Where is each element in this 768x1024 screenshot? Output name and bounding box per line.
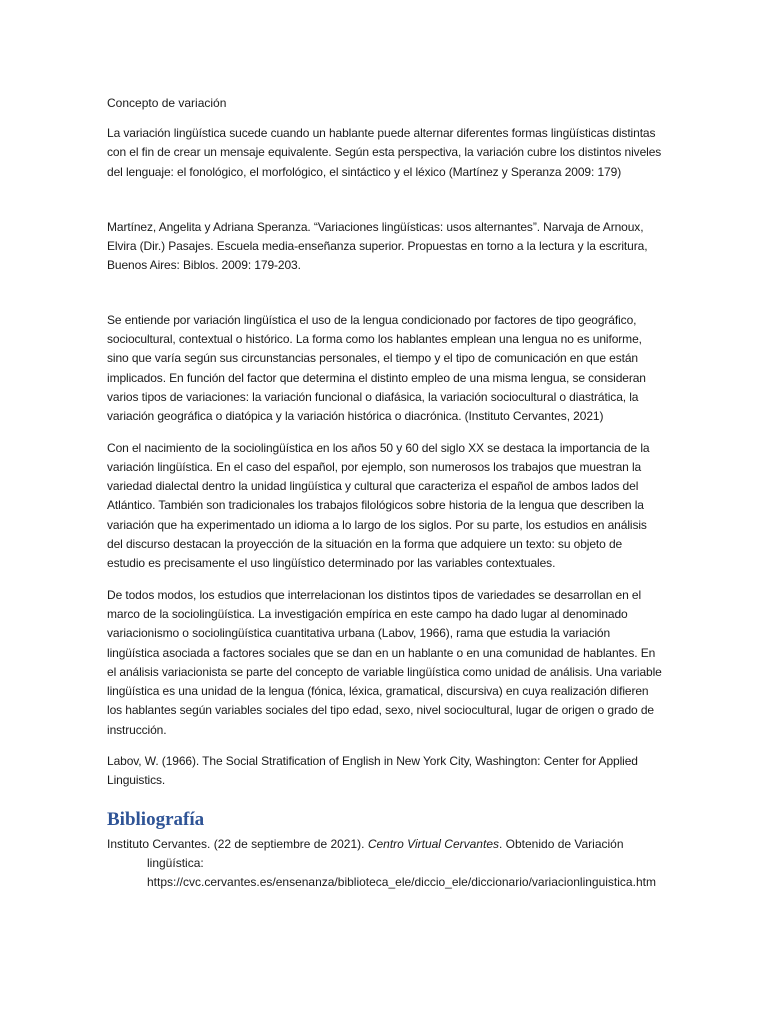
- paragraph-definition: La variación lingüística sucede cuando un hablante puede alternar diferentes formas lingüísticas distintas con el fin de crear un mensaje equivalente. Según esta perspectiva, la variación cubre los distintos niveles del lenguaje: el fonológico, el morfológico, el sintáctico y el léxico (Martínez y Speranza 2009: 179): [107, 126, 662, 179]
- bibliography-entry: [107, 835, 662, 893]
- bibliography-entry-suffix: . Obtenido de Variación lingüística: https://cvc.cervantes.es/ensenanza/biblioteca_ele/diccio_ele/diccionario/variacionlinguistica.htm: [147, 836, 656, 890]
- bibliography-entry-title: Centro Virtual Cervantes: [367, 836, 499, 851]
- bibliography-heading: Bibliografía: [107, 808, 205, 830]
- paragraph-sociolinguistics: Con el nacimiento de la sociolingüística en los años 50 y 60 del siglo XX se destaca la importancia de la variación lingüística. En el caso del español, por ejemplo, son numerosos los trabajos que muestran la variedad dialectal dentro la unidad lingüística y cultural que caracteriza el español de ambos lados del Atlántico. También son tradicionales los trabajos filológicos sobre historia de la lengua que describen la variación que ha experimentado un idioma a lo largo de los siglos. Por su parte, los estudios en análisis del discurso destacan la proyección de la situación en la forma que adquiere un texto: su objeto de estudio es precisamente el uso lingüístico determinado por las variables contextuales.: [107, 440, 650, 571]
- reference-martinez: Martínez, Angelita y Adriana Speranza. “Variaciones lingüísticas: usos alternantes”. Narvaja de Arnoux, Elvira (Dir.) Pasajes. Escuela media-enseñanza superior. Propuestas en torno a la lectura y la escritura, Buenos Aires: Biblos. 2009: 179-203.: [107, 219, 648, 273]
- paragraph-variation-factors: Se entiende por variación lingüística el uso de la lengua condicionado por factores de tipo geográfico, sociocultural, contextual o histórico. La forma como los hablantes emplean una lengua no es uniforme, sino que varía según sus circunstancias personales, el tiempo y el tipo de comunicación en que están implicados. En función del factor que determina el distinto empleo de una misma lengua, se consideran varios tipos de variaciones: la variación funcional o diafásica, la variación sociocultural o diastrática, la variación geográfica o diatópica y la variación histórica o diacrónica. (Instituto Cervantes, 2021): [107, 312, 646, 424]
- reference-labov: Labov, W. (1966). The Social Stratification of English in New York City, Washington: Center for Applied Linguistics.: [107, 754, 638, 788]
- paragraph-variationism: De todos modos, los estudios que interrelacionan los distintos tipos de variedades se desarrollan en el marco de la sociolingüística. La investigación empírica en este campo ha dado lugar al denominado variacionismo o sociolingüística cuantitativa urbana (Labov, 1966), rama que estudia la variación lingüística asociada a factores sociales que se dan en un hablante o en una comunidad de hablantes. En el análisis variacionista se parte del concepto de variable lingüística como unidad de análisis. Una variable lingüística es una unidad de la lengua (fónica, léxica, gramatical, discursiva) en cuya realización difieren los hablantes según variables sociales del tipo edad, sexo, nivel sociocultural, lugar de origen o grado de instrucción.: [107, 587, 662, 737]
- bibliography-entry-prefix: Instituto Cervantes. (22 de septiembre de 2021).: [107, 836, 368, 851]
- document-page: [107, 90, 662, 893]
- section-title: Concepto de variación: [107, 96, 227, 110]
